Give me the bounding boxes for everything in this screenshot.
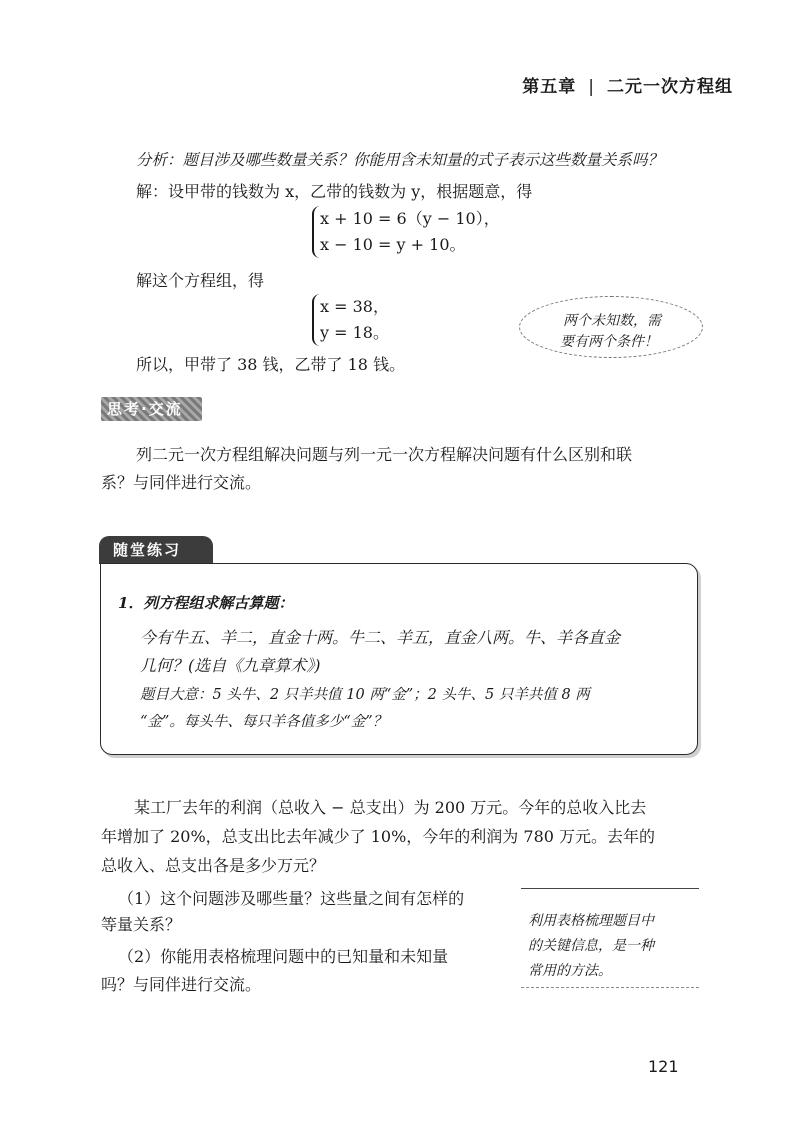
problem-line-1: 某工厂去年的利润（总收入 − 总支出）为 200 万元。今年的总收入比去: [134, 798, 647, 817]
analysis-text: 分析：题目涉及哪些数量关系？你能用含未知量的式子表示这些数量关系吗？: [136, 151, 664, 169]
problem-q2-line-2: 吗？与同伴进行交流。: [101, 975, 262, 994]
think-line-2: 系？与同伴进行交流。: [101, 473, 262, 492]
practice-q1-line-2: 几何？(选自《九章算术》): [140, 656, 321, 675]
practice-q1-line-3: 题目大意：5 头牛、2 只羊共值 10 两“金”；2 头牛、5 只羊共值 8 两: [140, 687, 590, 703]
header-separator: |: [588, 77, 595, 97]
equation-system-2: [312, 294, 389, 346]
section-title: 二元一次方程组: [607, 77, 733, 97]
side-note-line-2: 的关键信息，是一种: [528, 938, 654, 954]
equation-system-1: [312, 206, 500, 258]
solution-x: x = 38，: [320, 297, 389, 316]
problem-line-3: 总收入、总支出各是多少万元？: [101, 856, 326, 875]
solve-line: 解这个方程组，得: [136, 271, 265, 290]
side-note-line-3: 常用的方法。: [528, 963, 612, 979]
equation-1b: x − 10 = y + 10。: [320, 235, 466, 254]
problem-q1-line-2: 等量关系？: [101, 915, 182, 934]
solution-y: y = 18。: [320, 323, 389, 342]
practice-q1-line-4: “金”。每头牛、每只羊各值多少“金”？: [140, 714, 388, 730]
solution-intro: 解：设甲带的钱数为 x，乙带的钱数为 y，根据题意，得: [136, 182, 533, 201]
side-note-line-1: 利用表格梳理题目中: [528, 913, 654, 929]
equation-1a: x + 10 = 6（y − 10），: [320, 209, 500, 228]
chapter-label: 第五章: [522, 77, 577, 97]
bubble-line-1: 两个未知数，需: [563, 313, 661, 329]
problem-q2-line-1: （2）你能用表格梳理问题中的已知量和未知量: [118, 947, 449, 966]
practice-tag: 随堂练习: [99, 536, 213, 564]
solution-conclusion: 所以，甲带了 38 钱，乙带了 18 钱。: [136, 355, 406, 374]
practice-q1-line-1: 今有牛五、羊二，直金十两。牛二、羊五，直金八两。牛、羊各直金: [140, 628, 621, 647]
page-header: [0, 72, 733, 97]
page-number: 121: [648, 1057, 679, 1076]
problem-q1-line-1: （1）这个问题涉及哪些量？这些量之间有怎样的: [118, 889, 465, 908]
practice-q1-title: 1．列方程组求解古算题：: [118, 594, 294, 612]
think-discuss-tag: 思考·交流: [101, 397, 202, 421]
problem-line-2: 年增加了 20%，总支出比去年减少了 10%，今年的利润为 780 万元。去年的: [101, 827, 656, 846]
bubble-line-2: 要有两个条件！: [560, 334, 658, 350]
think-line-1: 列二元一次方程组解决问题与列一元一次方程解决问题有什么区别和联: [136, 445, 633, 464]
